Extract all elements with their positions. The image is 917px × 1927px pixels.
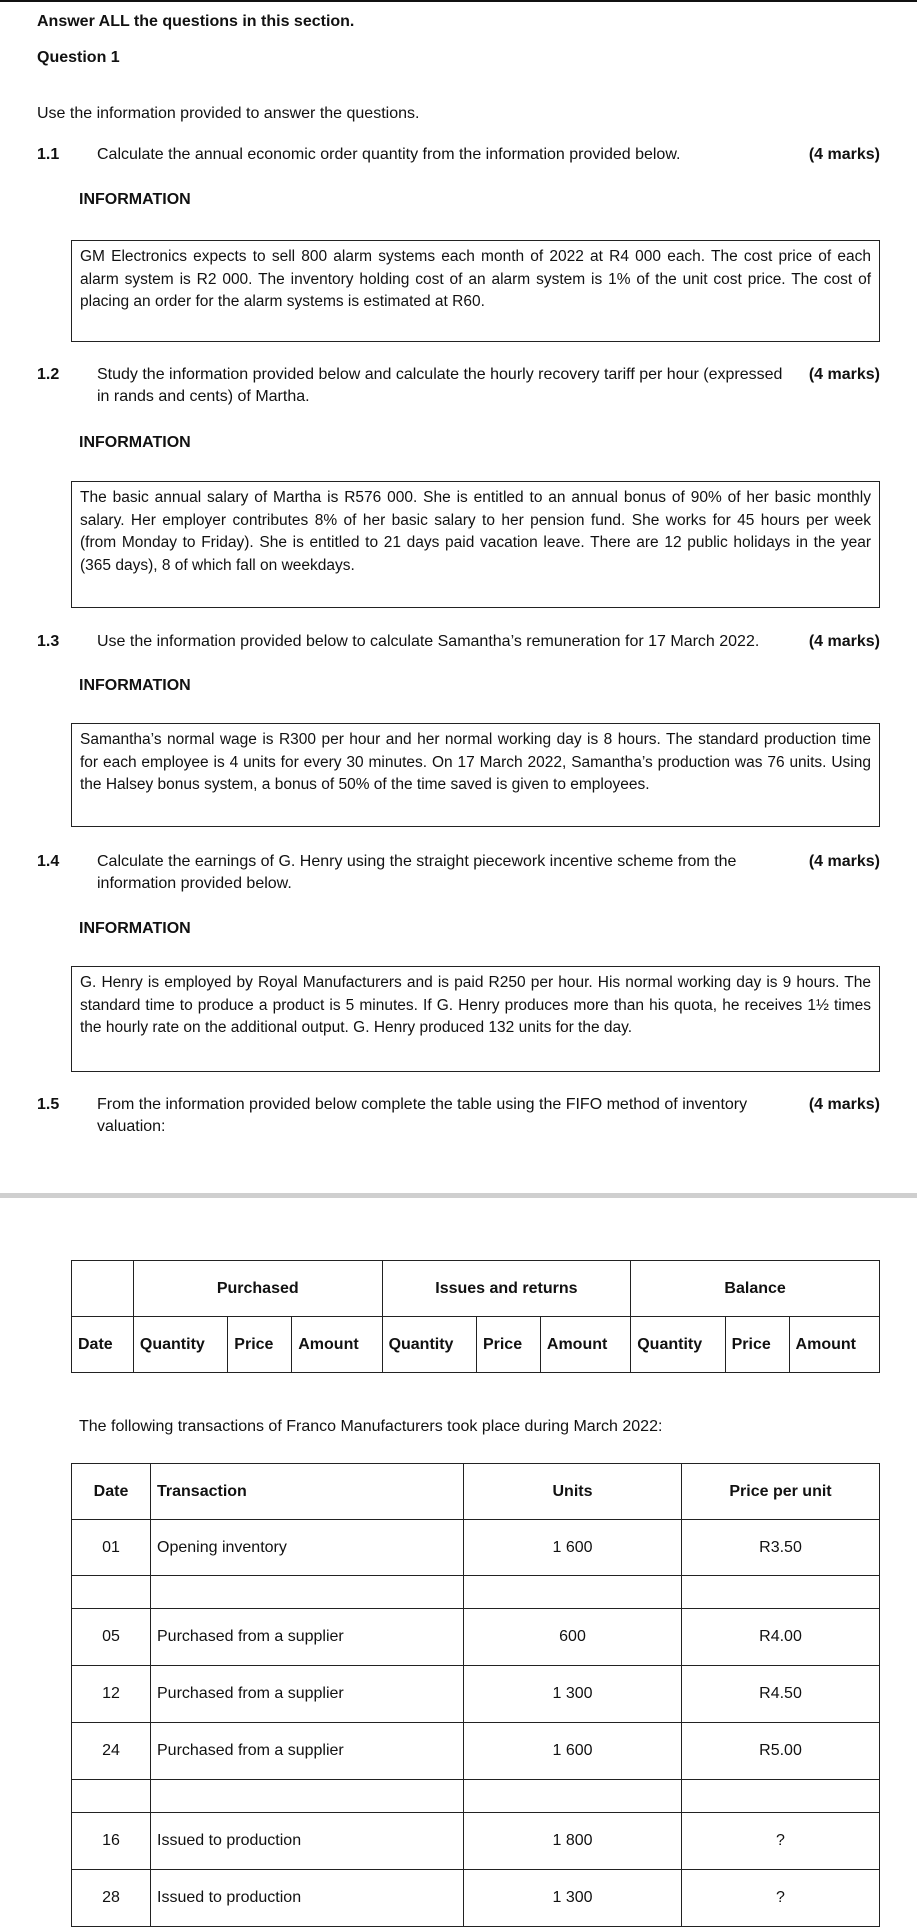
table-header-cell: Quantity xyxy=(133,1317,227,1373)
table-row xyxy=(72,1576,880,1609)
question-text: Calculate the earnings of G. Henry using the straight piecework incentive scheme from the information provided below. xyxy=(97,853,737,892)
marks-label: (4 marks) xyxy=(808,1096,880,1113)
question-number: 1.2 xyxy=(37,366,60,383)
question-text: Study the information provided below and calculate the hourly recovery tariff per hour (expressed in rands and cents) of Martha. xyxy=(97,366,783,405)
transactions-intro: The following transactions of Franco Manufacturers took place during March 2022: xyxy=(79,1418,663,1435)
information-label: INFORMATION xyxy=(79,191,191,208)
question-text: From the information provided below complete the table using the FIFO method of inventory valuation: xyxy=(97,1096,748,1135)
table-cell: Purchased from a supplier xyxy=(151,1723,464,1780)
marks-label: (4 marks) xyxy=(808,146,880,163)
table-cell: 24 xyxy=(72,1723,151,1780)
information-box: GM Electronics expects to sell 800 alarm systems each month of 2022 at R4 000 each. The cost price of each alarm system is R2 000. The inventory holding cost of an alarm system is 1% of the unit cost price. The cost of placing an order for the alarm systems is estimated at R60. xyxy=(71,240,880,342)
table-header-cell: Date xyxy=(72,1317,134,1373)
transactions-table xyxy=(71,1463,880,1927)
table-cell: 12 xyxy=(72,1666,151,1723)
table-cell xyxy=(72,1576,151,1609)
table-cell: R3.50 xyxy=(682,1520,880,1576)
information-label: INFORMATION xyxy=(79,434,191,451)
table-row xyxy=(72,1813,880,1870)
table-row xyxy=(72,1723,880,1780)
question-number: 1.3 xyxy=(37,633,60,650)
information-box: The basic annual salary of Martha is R576 000. She is entitled to an annual bonus of 90% of her basic monthly salary. Her employer contributes 8% of her basic salary to her pension fund. She works for 45 hours per week (from Monday to Friday). She is entitled to 21 days paid vacation leave. There are 12 public holidays in the year (365 days), 8 of which fall on weekdays. xyxy=(71,481,880,608)
table-cell xyxy=(151,1780,464,1813)
table-cell: 05 xyxy=(72,1609,151,1666)
fifo-table xyxy=(71,1260,880,1373)
intro-text: Use the information provided to answer the questions. xyxy=(37,105,420,122)
question-number: 1.5 xyxy=(37,1096,60,1113)
table-cell: R5.00 xyxy=(682,1723,880,1780)
table-cell: 28 xyxy=(72,1870,151,1927)
table-cell: 600 xyxy=(464,1609,682,1666)
table-row xyxy=(72,1666,880,1723)
page-break xyxy=(0,1193,917,1198)
marks-label: (4 marks) xyxy=(808,633,880,650)
table-row xyxy=(72,1520,880,1576)
table-cell: 1 300 xyxy=(464,1666,682,1723)
table-header-cell: Amount xyxy=(540,1317,630,1373)
information-label: INFORMATION xyxy=(79,677,191,694)
table-cell: ? xyxy=(682,1870,880,1927)
information-box: Samantha’s normal wage is R300 per hour and her normal working day is 8 hours. The standard production time for each employee is 4 units for every 30 minutes. On 17 March 2022, Samantha’s production was 76 units. Using the Halsey bonus system, a bonus of 50% of the time saved is given to employees. xyxy=(71,723,880,827)
question-number: 1.1 xyxy=(37,146,60,163)
information-label: INFORMATION xyxy=(79,920,191,937)
table-cell xyxy=(464,1780,682,1813)
table-cell xyxy=(682,1780,880,1813)
information-box: G. Henry is employed by Royal Manufacturers and is paid R250 per hour. His normal working day is 9 hours. The standard time to produce a product is 5 minutes. If G. Henry produces more than his quota, he receives 1½ times the hourly rate on the additional output. G. Henry produced 132 units for the day. xyxy=(71,966,880,1072)
table-group-header: Issues and returns xyxy=(382,1261,631,1317)
table-cell: 16 xyxy=(72,1813,151,1870)
table-cell xyxy=(72,1780,151,1813)
top-border xyxy=(0,0,917,2)
table-cell: Purchased from a supplier xyxy=(151,1666,464,1723)
table-header-cell: Date xyxy=(72,1464,151,1520)
table-cell xyxy=(464,1576,682,1609)
table-cell: 1 600 xyxy=(464,1520,682,1576)
question-number: 1.4 xyxy=(37,853,60,870)
table-group-header: Purchased xyxy=(133,1261,382,1317)
table-header-cell: Amount xyxy=(292,1317,382,1373)
table-row xyxy=(72,1870,880,1927)
table-cell xyxy=(682,1576,880,1609)
table-header-cell: Quantity xyxy=(382,1317,476,1373)
instruction-heading: Answer ALL the questions in this section. xyxy=(37,13,355,30)
table-cell: Issued to production xyxy=(151,1870,464,1927)
table-cell: Purchased from a supplier xyxy=(151,1609,464,1666)
question-text: Calculate the annual economic order quantity from the information provided below. xyxy=(97,146,681,163)
table-header-cell: Price xyxy=(228,1317,292,1373)
table-cell: R4.50 xyxy=(682,1666,880,1723)
table-cell: R4.00 xyxy=(682,1609,880,1666)
table-cell: 1 600 xyxy=(464,1723,682,1780)
table-cell: 01 xyxy=(72,1520,151,1576)
table-cell: Issued to production xyxy=(151,1813,464,1870)
question-title: Question 1 xyxy=(37,49,120,66)
table-row xyxy=(72,1609,880,1666)
table-cell xyxy=(151,1576,464,1609)
question-text: Use the information provided below to calculate Samantha’s remuneration for 17 March 2022. xyxy=(97,633,760,650)
table-header-cell: Transaction xyxy=(151,1464,464,1520)
table-group-header: Balance xyxy=(631,1261,880,1317)
table-header-cell: Price xyxy=(725,1317,789,1373)
table-header-cell: Price per unit xyxy=(682,1464,880,1520)
table-header-cell: Units xyxy=(464,1464,682,1520)
table-header-cell: Quantity xyxy=(631,1317,725,1373)
table-row xyxy=(72,1780,880,1813)
marks-label: (4 marks) xyxy=(808,366,880,383)
table-header-cell: Price xyxy=(476,1317,540,1373)
marks-label: (4 marks) xyxy=(808,853,880,870)
table-cell: 1 300 xyxy=(464,1870,682,1927)
table-header-empty xyxy=(72,1261,134,1317)
table-cell: ? xyxy=(682,1813,880,1870)
table-cell: Opening inventory xyxy=(151,1520,464,1576)
table-header-cell: Amount xyxy=(789,1317,879,1373)
table-cell: 1 800 xyxy=(464,1813,682,1870)
